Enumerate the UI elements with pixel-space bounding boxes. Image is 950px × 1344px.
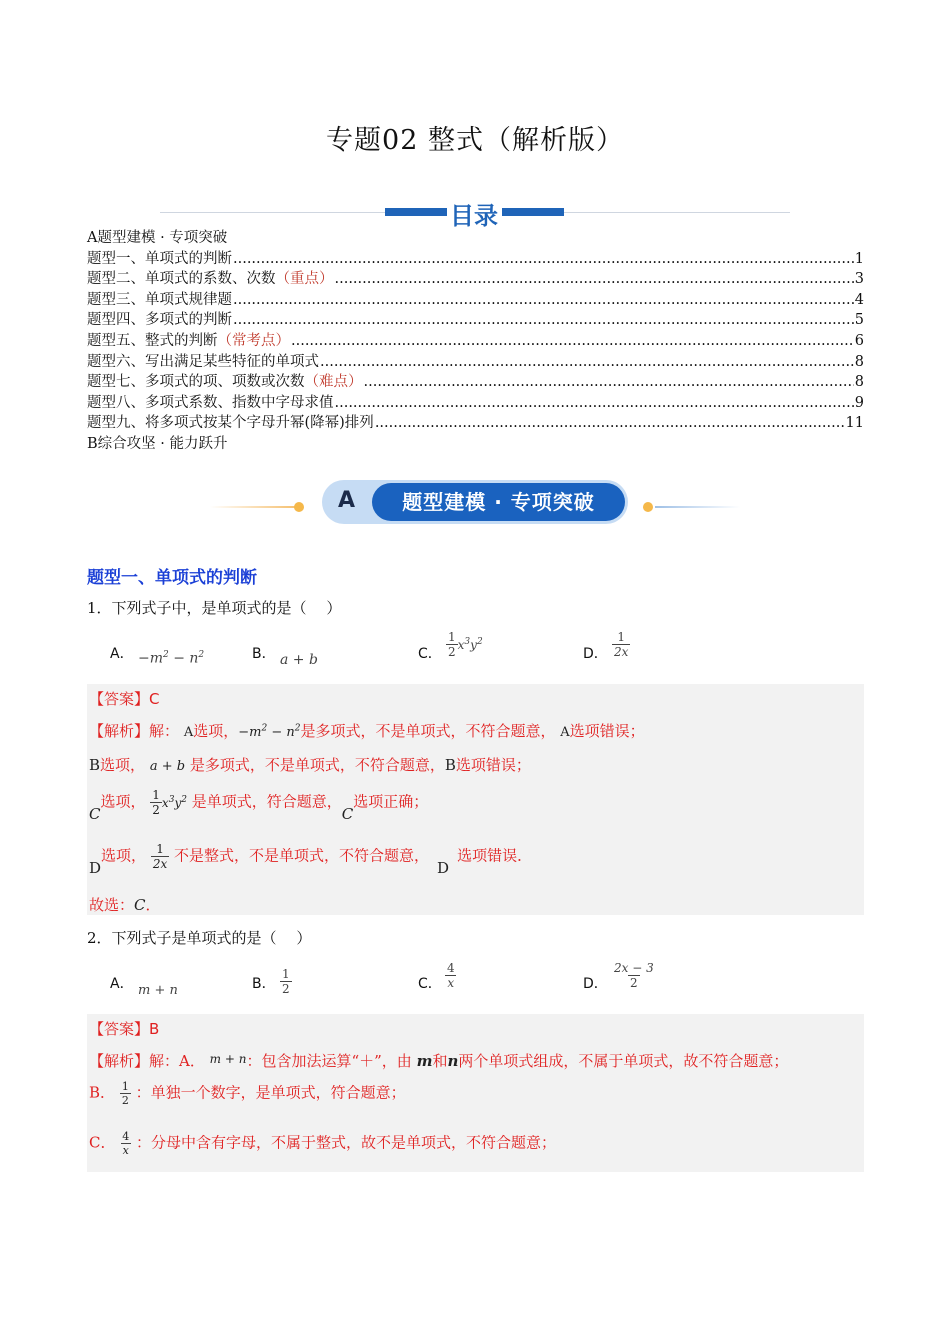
question-1-stem: 1．下列式子中，是单项式的是（ ）: [87, 599, 342, 617]
toc-item-page: 5: [854, 312, 864, 329]
toc-section-b[interactable]: B综合攻坚 · 能力跃升: [87, 435, 228, 452]
q2-option-c-label: C．: [418, 976, 442, 992]
toc-item[interactable]: [87, 413, 864, 434]
q1-analysis-line-3: C选项， $\frac{1}{2}$ $x^3y^2$ 是单项式，符合题意，C选项正确；: [89, 788, 429, 823]
toc-heading: 目录: [450, 202, 498, 230]
section-title: 题型一、单项式的判断: [87, 568, 257, 588]
q1-analysis-line-4: D选项， $\frac{1}{2x}$ 不是整式，不是单项式，不符合题意，D选项错误．: [89, 842, 533, 877]
toc-item[interactable]: [87, 269, 864, 290]
banner-dot-right: [643, 502, 653, 512]
q1-option-a-label: A．: [110, 646, 134, 662]
q1-option-c-label: C．: [418, 646, 442, 662]
q1-answer: 【答案】C: [89, 690, 160, 708]
toc-item-page: 3: [854, 271, 864, 288]
toc-leader: [375, 413, 845, 434]
q1-option-d-expr: $\frac{1}{2x}$: [614, 630, 629, 659]
toc-item-page: 1: [854, 250, 864, 267]
banner-line-right: [655, 506, 740, 508]
question-2-stem: 2．下列式子是单项式的是（ ）: [87, 929, 312, 947]
toc-item-page: 4: [854, 291, 864, 308]
table-of-contents: [87, 228, 864, 455]
toc-item-tag: （常考点）: [217, 332, 290, 349]
toc-rule-left: [160, 212, 385, 213]
q2-option-a[interactable]: [110, 973, 134, 993]
toc-item-label: 题型四、多项式的判断: [87, 312, 232, 329]
q1-option-b-label: B．: [252, 646, 276, 662]
toc-item-label: 题型八、多项式系数、指数中字母求值: [87, 394, 334, 411]
q1-option-d[interactable]: [583, 643, 608, 663]
banner-line-left: [210, 506, 296, 508]
q2-option-b-label: B．: [252, 976, 276, 992]
toc-item-label: 题型九、将多项式按某个字母升幂(降幂)排列: [87, 415, 374, 432]
toc-leader: [233, 310, 854, 331]
q1-option-a[interactable]: [110, 643, 134, 663]
q1-option-b[interactable]: [252, 643, 276, 663]
banner-text: 题型建模 · 专项突破: [372, 483, 625, 521]
toc-leader: [364, 372, 854, 393]
q1-option-b-expr: a + b: [280, 652, 318, 668]
toc-item-tag: （难点）: [304, 374, 363, 391]
q1-analysis-line-1: 【解析】解： A选项，$-m^2 - n^2$是多项式，不是单项式，不符合题意， A选项错误；: [89, 722, 645, 740]
toc-bar-left: [385, 208, 447, 216]
section-banner: [210, 478, 740, 528]
toc-item-label: 题型三、单项式规律题: [87, 291, 232, 308]
q1-option-d-label: D．: [583, 646, 608, 662]
q2-option-a-expr: m + n: [138, 983, 178, 998]
q2-option-a-label: A．: [110, 976, 134, 992]
toc-item-tag: （重点）: [275, 271, 334, 288]
toc-item[interactable]: [87, 352, 864, 373]
q1-conclusion: 故选：C．: [89, 896, 161, 914]
toc-item-page: 11: [845, 415, 864, 432]
toc-item[interactable]: [87, 331, 864, 352]
toc-leader: [233, 249, 854, 270]
toc-item[interactable]: [87, 372, 864, 393]
toc-item-label: 题型五、整式的判断: [87, 332, 218, 349]
toc-item[interactable]: [87, 249, 864, 270]
toc-item-page: 8: [854, 353, 864, 370]
q2-analysis-line-1: 【解析】解：A． $^{m + n}$：包含加法运算“＋”，由 m和n两个单项式组成，不属于单项式，故不符合题意；: [89, 1052, 789, 1070]
toc-item[interactable]: [87, 310, 864, 331]
q2-answer-box: [87, 1014, 864, 1172]
toc-leader: [233, 290, 854, 311]
q2-option-b[interactable]: [252, 973, 276, 993]
q2-option-d-label: D．: [583, 976, 608, 992]
q2-option-b-expr: $\frac{1}{2}$: [282, 967, 290, 996]
toc-item-page: 9: [854, 394, 864, 411]
toc-leader: [335, 269, 854, 290]
toc-header: [160, 196, 790, 228]
toc-item-label: 题型六、写出满足某些特征的单项式: [87, 353, 319, 370]
banner-dot-left: [294, 502, 304, 512]
toc-leader: [335, 393, 854, 414]
q2-analysis-line-3: C． $\frac{4}{x}$ ：分母中含有字母，不属于整式，故不是单项式，不符合题意；: [89, 1130, 557, 1157]
toc-leader: [320, 352, 854, 373]
q2-option-c-expr: $\frac{4}{x}$: [447, 961, 455, 990]
banner-letter: A: [338, 488, 356, 513]
q2-analysis-line-2: B． $\frac{1}{2}$ ：单独一个数字，是单项式，符合题意；: [89, 1080, 406, 1107]
banner-pill: [322, 480, 628, 524]
toc-item[interactable]: [87, 290, 864, 311]
toc-rule-right: [564, 212, 790, 213]
q2-option-c[interactable]: [418, 973, 442, 993]
q2-option-d-expr: $\frac{2x - 3}{2}$: [614, 961, 654, 990]
q2-answer: 【答案】B: [89, 1020, 160, 1038]
toc-leader: [291, 331, 854, 352]
q1-option-c-expr: $\frac{1}{2}$ $x^3y^2$: [448, 630, 483, 659]
q2-option-d[interactable]: [583, 973, 608, 993]
toc-item[interactable]: [87, 393, 864, 414]
toc-item-label: 题型七、多项式的项、项数或次数: [87, 374, 305, 391]
toc-item-page: 6: [854, 332, 864, 349]
page-title: 专题02 整式（解析版）: [326, 125, 624, 156]
q1-option-a-expr: $-m^2 - n^2$: [138, 650, 205, 667]
toc-section-a[interactable]: A题型建模 · 专项突破: [87, 230, 228, 246]
q1-answer-box: [87, 684, 864, 915]
q1-analysis-line-2: B选项， a + b 是多项式，不是单项式，不符合题意，B选项错误；: [89, 756, 531, 774]
q1-option-c[interactable]: [418, 643, 442, 663]
toc-item-label: 题型二、单项式的系数、次数: [87, 271, 276, 288]
toc-item-label: 题型一、单项式的判断: [87, 250, 232, 267]
toc-bar-right: [502, 208, 564, 216]
toc-item-page: 8: [854, 374, 864, 391]
